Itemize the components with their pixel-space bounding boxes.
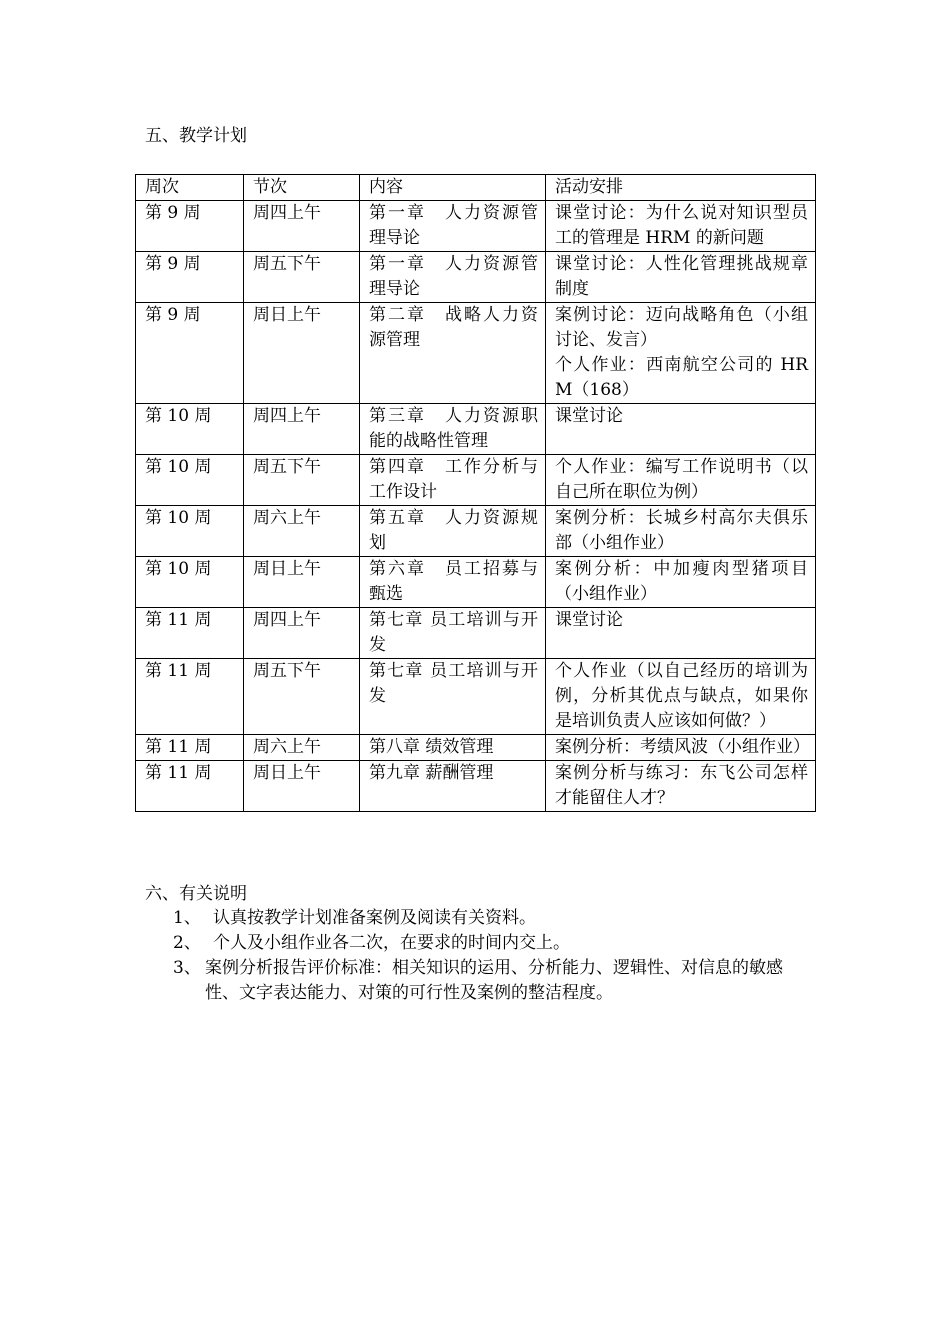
cell-content: 第二章 战略人力资源管理 [360, 303, 546, 404]
table-row [136, 455, 816, 506]
cell-activity [546, 659, 816, 735]
activity-line: 个人作业：编写工作说明书（以自己所在职位为例） [555, 457, 808, 502]
section-title-notes: 六、有关说明 [145, 884, 247, 904]
cell-session: 周四上午 [244, 201, 360, 252]
table-row [136, 303, 816, 404]
table-row [136, 735, 816, 761]
cell-week: 第 10 周 [136, 404, 244, 455]
cell-session: 周五下午 [244, 455, 360, 506]
table-row [136, 201, 816, 252]
cell-content: 第一章 人力资源管理导论 [360, 201, 546, 252]
activity-line: 个人作业（以自己经历的培训为例，分析其优点与缺点，如果你是培训负责人应该如何做？） [555, 661, 808, 731]
cell-week: 第 11 周 [136, 659, 244, 735]
header-week: 周次 [136, 175, 244, 201]
cell-week: 第 11 周 [136, 735, 244, 761]
cell-activity [546, 404, 816, 455]
table-row [136, 252, 816, 303]
activity-line: 案例分析：考绩风波（小组作业） [555, 737, 810, 757]
cell-session: 周日上午 [244, 557, 360, 608]
cell-activity [546, 506, 816, 557]
cell-week: 第 10 周 [136, 557, 244, 608]
teaching-plan-table [135, 174, 816, 812]
cell-week: 第 9 周 [136, 303, 244, 404]
cell-activity [546, 557, 816, 608]
cell-session: 周五下午 [244, 252, 360, 303]
cell-activity [546, 455, 816, 506]
list-item-text: 认真按教学计划准备案例及阅读有关资料。 [213, 908, 536, 928]
activity-line: 课堂讨论 [555, 610, 623, 630]
cell-week: 第 9 周 [136, 252, 244, 303]
cell-session: 周六上午 [244, 506, 360, 557]
activity-line: 案例分析与练习：东飞公司怎样才能留住人才？ [555, 763, 808, 808]
list-item-number: 2、 [173, 933, 201, 953]
cell-week: 第 11 周 [136, 608, 244, 659]
cell-content: 第三章 人力资源职能的战略性管理 [360, 404, 546, 455]
table-row [136, 557, 816, 608]
list-item-text: 个人及小组作业各二次，在要求的时间内交上。 [213, 933, 570, 953]
cell-activity [546, 735, 816, 761]
cell-content: 第九章 薪酬管理 [360, 761, 546, 812]
header-content: 内容 [360, 175, 546, 201]
cell-week: 第 9 周 [136, 201, 244, 252]
cell-week: 第 10 周 [136, 455, 244, 506]
cell-session: 周日上午 [244, 303, 360, 404]
cell-week: 第 11 周 [136, 761, 244, 812]
list-item [173, 931, 813, 956]
cell-session: 周五下午 [244, 659, 360, 735]
section-title-teaching-plan: 五、教学计划 [145, 126, 247, 146]
table-row [136, 404, 816, 455]
list-item-text: 案例分析报告评价标准：相关知识的运用、分析能力、逻辑性、对信息的敏感性、文字表达能力、对策的可行性及案例的整洁程度。 [205, 958, 783, 1003]
header-activity: 活动安排 [546, 175, 816, 201]
cell-session: 周四上午 [244, 608, 360, 659]
header-session: 节次 [244, 175, 360, 201]
cell-activity [546, 761, 816, 812]
list-item [173, 956, 813, 1006]
table-row [136, 506, 816, 557]
list-item-number: 3、 [173, 958, 201, 978]
list-item-number: 1、 [173, 908, 201, 928]
activity-line: 课堂讨论：人性化管理挑战规章制度 [555, 254, 808, 299]
activity-line: 案例分析：长城乡村高尔夫俱乐部（小组作业） [555, 508, 808, 553]
activity-line: 课堂讨论：为什么说对知识型员工的管理是 HRM 的新问题 [555, 203, 808, 248]
table-row [136, 608, 816, 659]
cell-activity [546, 201, 816, 252]
activity-line: 个人作业：西南航空公司的 HRM（168） [555, 355, 808, 400]
cell-activity [546, 303, 816, 404]
cell-content: 第四章 工作分析与工作设计 [360, 455, 546, 506]
cell-activity [546, 252, 816, 303]
activity-line: 案例讨论：迈向战略角色（小组讨论、发言） [555, 305, 808, 350]
cell-content: 第七章 员工培训与开发 [360, 608, 546, 659]
notes-list [173, 906, 813, 1006]
cell-activity [546, 608, 816, 659]
cell-session: 周四上午 [244, 404, 360, 455]
activity-line: 案例分析：中加瘦肉型猪项目（小组作业） [555, 559, 808, 604]
cell-content: 第一章 人力资源管理导论 [360, 252, 546, 303]
list-item [173, 906, 813, 931]
cell-content: 第六章 员工招募与甄选 [360, 557, 546, 608]
cell-week: 第 10 周 [136, 506, 244, 557]
cell-content: 第七章 员工培训与开发 [360, 659, 546, 735]
table-body [136, 201, 816, 812]
cell-content: 第五章 人力资源规划 [360, 506, 546, 557]
cell-content: 第八章 绩效管理 [360, 735, 546, 761]
cell-session: 周日上午 [244, 761, 360, 812]
table-row [136, 761, 816, 812]
table-row [136, 659, 816, 735]
table-header-row [136, 175, 816, 201]
cell-session: 周六上午 [244, 735, 360, 761]
activity-line: 课堂讨论 [555, 406, 623, 426]
